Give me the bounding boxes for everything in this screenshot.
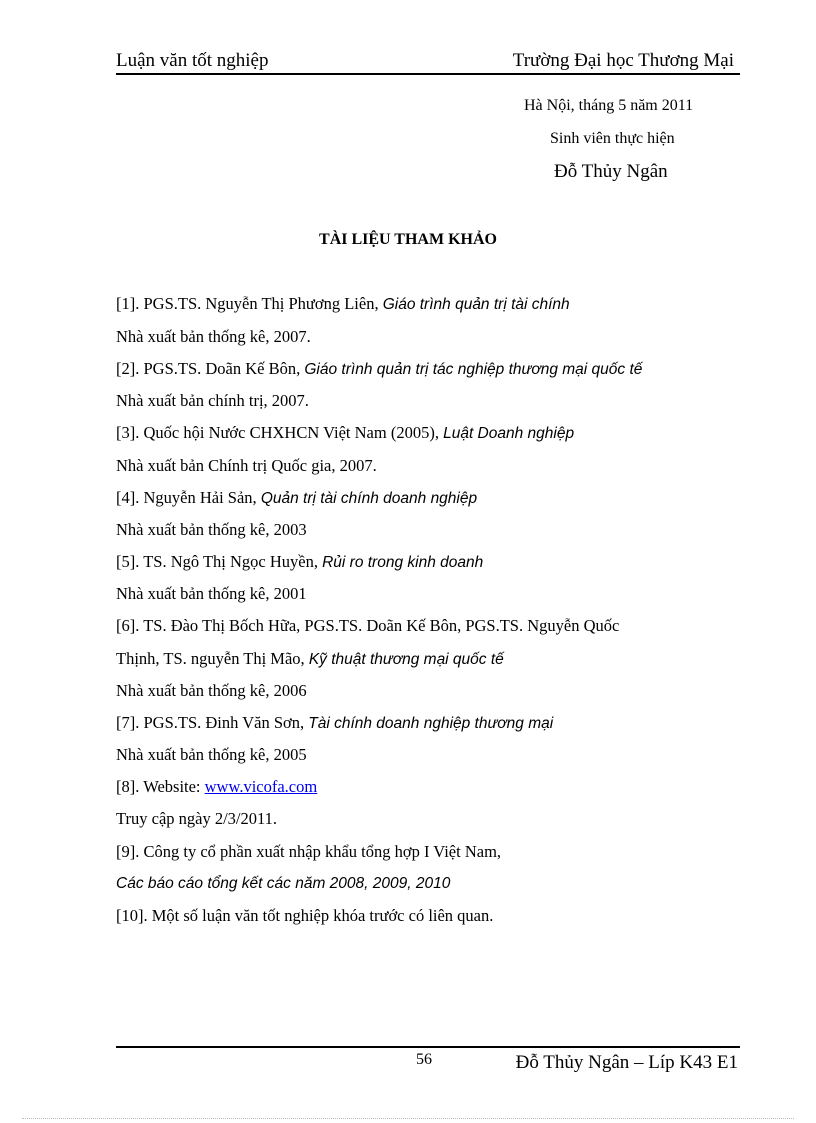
reference-1-author: [1]. PGS.TS. Nguyễn Thị Phương Liên, [116,294,383,313]
reference-1-work: Giáo trình quản trị tài chính [382,296,570,313]
reference-7-publisher: Nhà xuất bản thống kê, 2005 [116,745,307,764]
reference-9: [9]. Công ty cổ phần xuất nhập khẩu tổng hợp I Việt Nam, [116,842,502,861]
reference-5-publisher: Nhà xuất bản thống kê, 2001 [116,584,307,603]
reference-3-publisher: Nhà xuất bản Chính trị Quốc gia, 2007. [116,456,377,475]
reference-3-work: Luật Doanh nghiệp [443,425,575,442]
vicofa-link[interactable]: www.vicofa.com [204,777,318,796]
reference-8 [116,777,317,797]
header-university: Trường Đại học Thương Mại [512,50,734,71]
signature-place-date: Hà Nội, tháng 5 năm 2011 [524,97,694,114]
reference-6-line-1: [6]. TS. Đào Thị Bốch Hữa, PGS.TS. Doãn Kế Bôn, PGS.TS. Nguyễn Quốc [116,616,620,635]
reference-4 [116,488,477,508]
reference-10: [10]. Một số luận văn tốt nghiệp khóa trước có liên quan. [116,906,494,925]
header-rule [116,73,740,75]
reference-2-publisher: Nhà xuất bản chính trị, 2007. [116,391,309,410]
reference-1 [116,294,570,314]
reference-4-work: Quản trị tài chính doanh nghiệp [260,490,478,507]
signature-name: Đỗ Thủy Ngân [554,161,668,182]
references-title: TÀI LIỆU THAM KHẢO [319,231,497,248]
reference-2 [116,359,642,379]
reference-7 [116,713,553,733]
reference-6-publisher: Nhà xuất bản thống kê, 2006 [116,681,307,700]
reference-1-publisher: Nhà xuất bản thống kê, 2007. [116,327,311,346]
reference-5-author: [5]. TS. Ngô Thị Ngọc Huyền, [116,552,323,571]
footer-author-class: Đỗ Thủy Ngân – Líp K43 E1 [515,1052,738,1073]
reference-5-work: Rủi ro trong kinh doanh [322,554,484,571]
signature-role: Sinh viên thực hiện [550,130,675,147]
reference-3-author: [3]. Quốc hội Nước CHXHCN Việt Nam (2005), [116,423,444,442]
reference-6 [116,649,504,669]
reference-8-access-date: Truy cập ngày 2/3/2011. [116,809,278,828]
reference-6-author-cont: Thịnh, TS. nguyễn Thị Mão, [116,649,309,668]
reference-3 [116,423,574,443]
reference-2-author: [2]. PGS.TS. Doãn Kế Bôn, [116,359,305,378]
reference-7-author: [7]. PGS.TS. Đinh Văn Sơn, [116,713,309,732]
reference-5 [116,552,483,572]
page-edge-divider [22,1118,794,1119]
header-thesis-label: Luận văn tốt nghiệp [116,50,269,71]
reference-9-work: Các báo cáo tổng kết các năm 2008, 2009, 2010 [116,875,451,892]
reference-4-author: [4]. Nguyễn Hải Sản, [116,488,261,507]
reference-6-work: Kỹ thuật thương mại quốc tế [308,651,504,668]
reference-8-label: [8]. Website: [116,777,205,796]
page-number: 56 [416,1051,432,1068]
reference-7-work: Tài chính doanh nghiệp thương mại [308,715,554,732]
footer-rule [116,1046,740,1048]
reference-4-publisher: Nhà xuất bản thống kê, 2003 [116,520,307,539]
reference-2-work: Giáo trình quản trị tác nghiệp thương mại quốc tế [304,361,643,378]
